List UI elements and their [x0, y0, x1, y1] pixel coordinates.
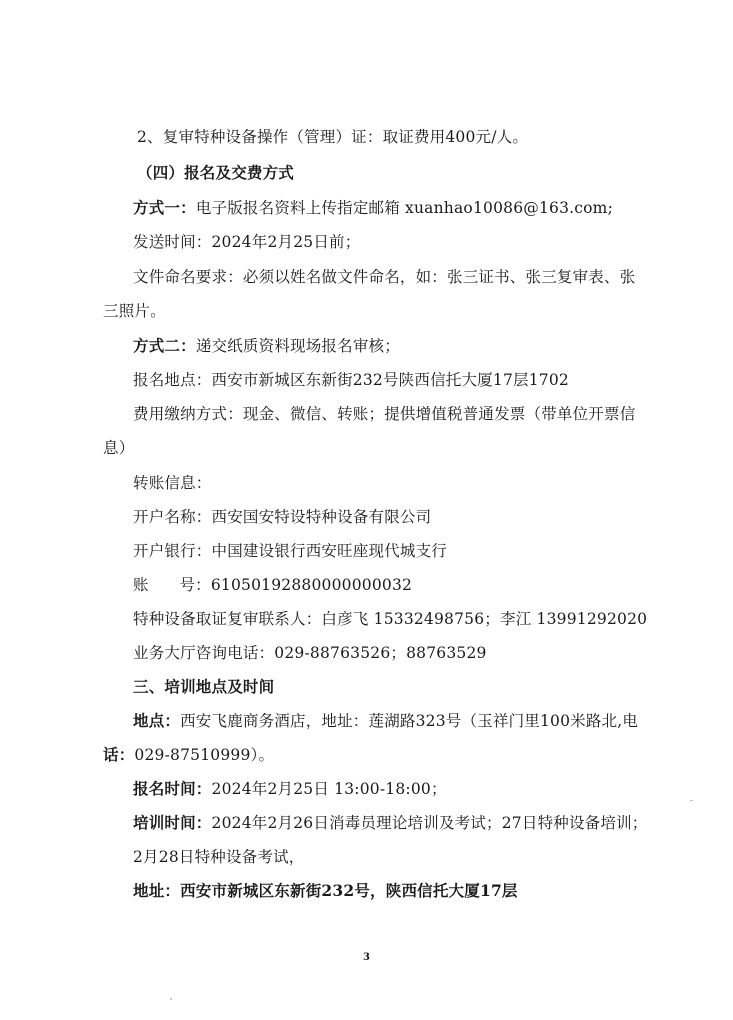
line-account-name: 开户名称：西安国安特设特种设备有限公司 — [133, 508, 432, 526]
line-transfer-info: 转账信息： — [133, 474, 212, 492]
section-heading-registration: （四）报名及交费方式 — [137, 163, 295, 182]
line-exam-date: 2月28日特种设备考试， — [133, 848, 305, 866]
training-time-text: 2024年2月26日消毒员理论培训及考试；27日特种设备培训； — [211, 814, 648, 832]
section-heading-training: 三、培训地点及时间 — [133, 677, 275, 696]
training-phone-text: 029-87510999）。 — [134, 746, 275, 764]
page-number: 3 — [363, 952, 370, 963]
registration-time-label: 报名时间： — [133, 779, 212, 798]
line-training-phone — [103, 745, 274, 765]
line-naming-requirement: 文件命名要求：必须以姓名做文件命名，如：张三证书、张三复审表、张 — [133, 268, 636, 286]
line-training-time — [133, 813, 647, 833]
method-two-label: 方式二： — [133, 336, 196, 355]
training-time-label: 培训时间： — [133, 813, 212, 832]
line-send-time: 发送时间：2024年2月25日前； — [133, 233, 361, 251]
line-hotline: 业务大厅咨询电话：029-88763526；88763529 — [133, 644, 487, 662]
line-contacts: 特种设备取证复审联系人：白彦飞 15332498756；李江 13991292020 — [133, 610, 648, 628]
line-method-one — [133, 198, 613, 218]
training-phone-label: 话： — [103, 745, 135, 764]
scan-speck — [170, 998, 172, 1000]
training-location-text: 西安飞鹿商务酒店，地址：莲湖路323号（玉祥门里100米路北,电 — [180, 712, 639, 730]
training-location-label: 地点： — [133, 711, 181, 730]
line-naming-requirement-cont: 三照片。 — [103, 302, 166, 320]
line-bank: 开户银行：中国建设银行西安旺座现代城支行 — [133, 542, 448, 560]
line-method-two — [133, 336, 400, 356]
method-two-text: 递交纸质资料现场报名审核； — [195, 337, 400, 355]
registration-time-text: 2024年2月25日 13:00-18:00； — [211, 780, 447, 798]
method-one-text: 电子版报名资料上传指定邮箱 xuanhao10086@163.com; — [195, 199, 613, 217]
line-registration-location: 报名地点：西安市新城区东新街232号陕西信托大厦17层1702 — [133, 371, 569, 389]
line-account-number: 账 号：61050192880000000032 — [133, 576, 413, 594]
line-1: 2、复审特种设备操作（管理）证：取证费用400元/人。 — [137, 128, 529, 146]
line-payment-method: 费用缴纳方式：现金、微信、转账；提供增值税普通发票（带单位开票信 — [133, 405, 636, 423]
line-payment-method-cont: 息） — [103, 439, 135, 457]
scan-speck — [690, 800, 693, 801]
line-training-location — [133, 711, 638, 731]
method-one-label: 方式一： — [133, 198, 196, 217]
line-registration-time — [133, 779, 447, 799]
line-address: 地址：西安市新城区东新街232号，陕西信托大厦17层 — [133, 881, 518, 900]
